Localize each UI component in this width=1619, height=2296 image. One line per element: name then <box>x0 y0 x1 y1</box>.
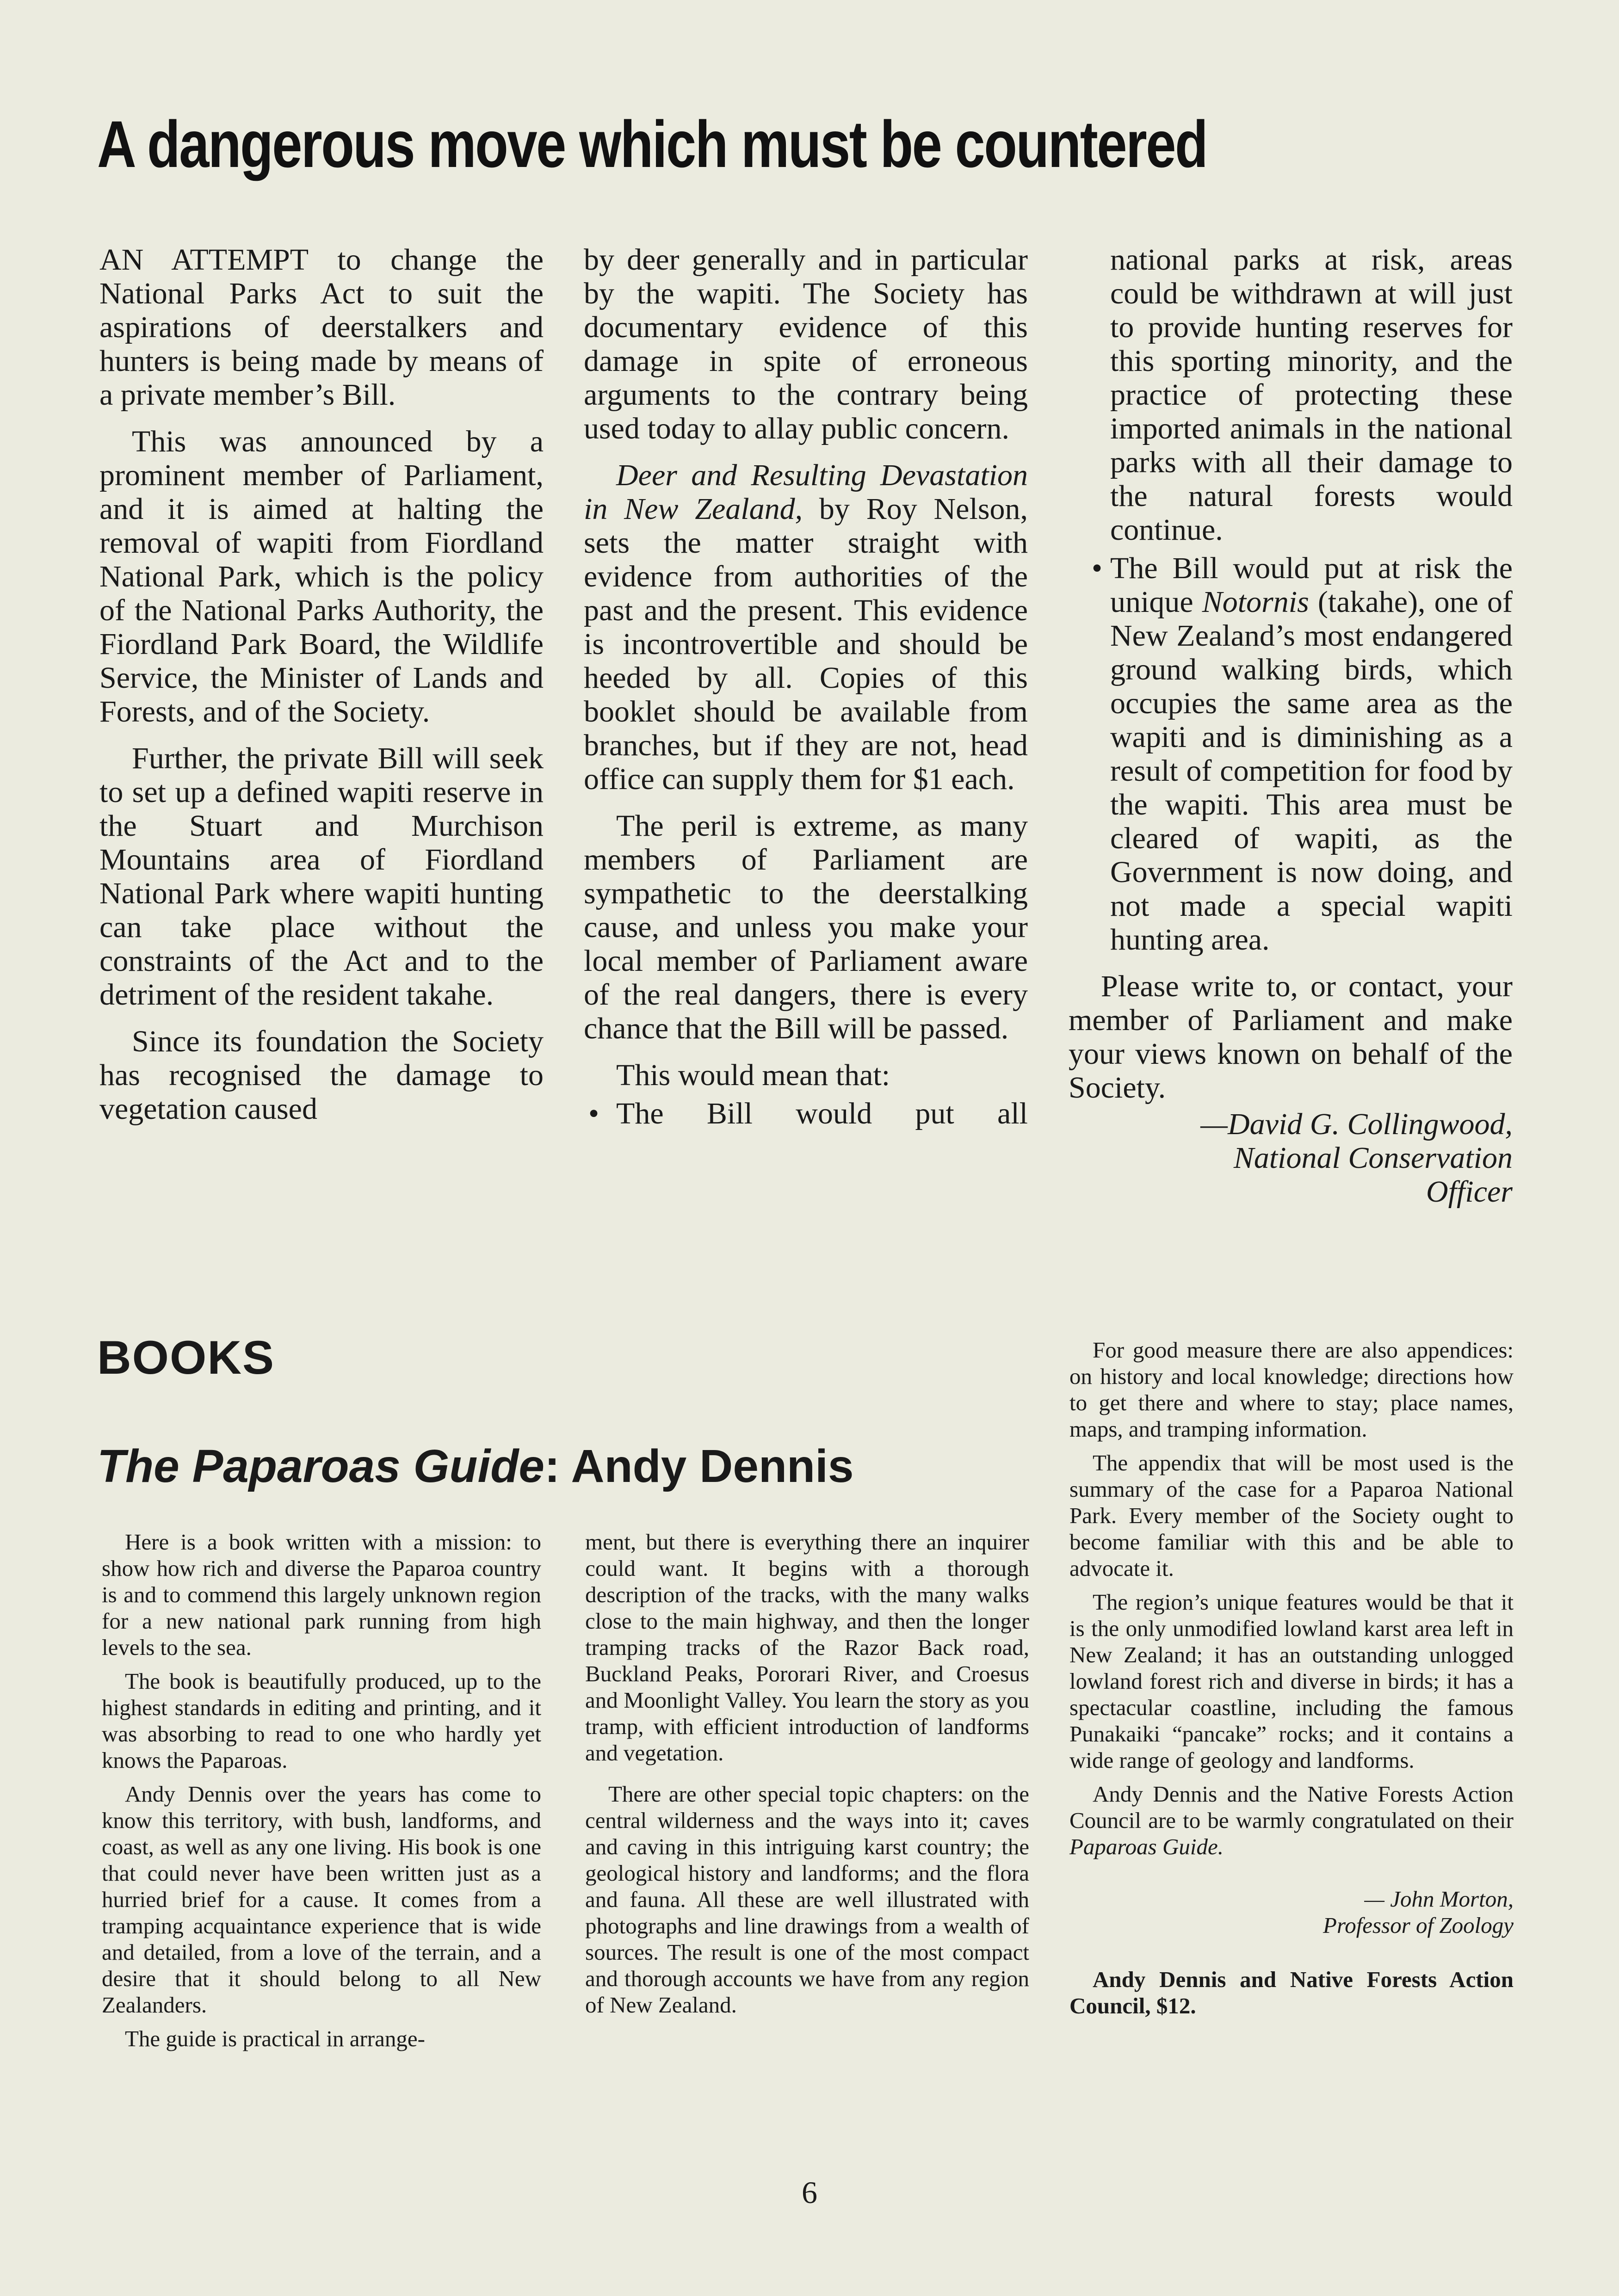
review-paragraph: For good measure there are also appendices: on history and local knowledge; directions how to get there and where to stay; place names, maps, and tramping information. <box>1069 1337 1514 1442</box>
review-column-3 <box>1069 1337 1514 2026</box>
article-column-3 <box>1069 243 1513 1209</box>
bullet-text: The Bill would put at risk the unique <box>1110 551 1513 619</box>
publisher-info: Andy Dennis and Native Forests Action Council, $12. <box>1069 1967 1514 2018</box>
review-paragraph <box>1069 1781 1514 1860</box>
article-paragraph: national parks at risk, areas could be withdrawn at will just to provide hunting reserves for this sporting minority, and the practice of protecting these imported animals in the national parks with all their damage to the natural forests would continue. <box>1110 243 1513 547</box>
review-paragraph: The guide is practical in arrange- <box>125 2026 425 2051</box>
review-paragraph: The region’s unique features would be that it is the only unmodified lowland karst area left in New Zealand; it has an outstanding unlogged lowland forest rich and diverse in birds; it has a spectacular coastline, including the famous Punakaiki “pancake” rocks; and it contains a wide range of geology and landforms. <box>1069 1589 1514 1773</box>
review-paragraph: There are other special topic chapters: on the central wilderness and the ways into it; caves and caving in this intriguing karst country; the geological history and landforms; and the flora and fauna. All these are well illustrated with photographs and line drawings from a wealth of sources. The result is one of the most compact and thorough accounts we have from any region of New Zealand. <box>585 1781 1029 2018</box>
author-signature-title-cont: Officer <box>1426 1175 1513 1209</box>
book-title: The Paparoas Guide <box>97 1440 544 1492</box>
article-paragraph: AN ATTEMPT to change the National Parks Act to suit the aspirations of deerstalkers and hunters is being made by means of a private member’s Bill. <box>99 243 544 412</box>
booklet-title: Deer and Resulting Devastation in New Zealand, <box>584 458 1028 526</box>
bullet-text: (takahe), one of New Zealand’s most endangered ground walking birds, which occupies the same area as the wapiti and is diminishing as a result of competition for food by the wapiti. This area must be cleared of wapiti, as the Government is now doing, and not made a special wapiti hunting area. <box>1110 585 1513 957</box>
review-paragraph: The appendix that will be most used is the summary of the case for a Paparoa National Park. Every member of the Society ought to become familiar with this and be able to advocate it. <box>1069 1450 1514 1581</box>
article-paragraph: This would mean that: <box>616 1058 890 1092</box>
bullet-item <box>1069 551 1513 957</box>
author-signature-title: National Conservation <box>1233 1141 1513 1175</box>
review-column-2 <box>585 1529 1029 2025</box>
article-title: A dangerous move which must be countered <box>97 108 1207 181</box>
review-column-1 <box>102 1529 541 2059</box>
review-paragraph: ment, but there is everything there an inquirer could want. It begins with a thorough description of the tracks, with the many walks close to the main highway, and then the longer tramping tracks of the Razor Back road, Buckland Peaks, Pororari River, and Croesus and Moonlight Valley. You learn the story as you tramp, with efficient introduction of landforms and vegetation. <box>585 1529 1029 1765</box>
review-paragraph: The book is beautifully produced, up to the highest standards in editing and printing, and it was absorbing to read to one who hardly yet knows the Paparoas. <box>102 1668 541 1773</box>
bullet-item <box>584 1097 1028 1130</box>
article-paragraph: by deer generally and in particular by the wapiti. The Society has documentary evidence of this damage in spite of erroneous arguments to the contrary being used today to allay public concern. <box>584 243 1028 445</box>
bullet-marker: • <box>588 1097 599 1130</box>
books-section-heading: BOOKS <box>97 1331 275 1384</box>
article-paragraph: This was announced by a prominent member of Parliament, and it is aimed at halting the removal of wapiti from Fiordland National Park, which is the policy of the National Parks Authority, the Fiordland Park Board, the Wildlife Service, the Minister of Lands and Forests, and of the Society. <box>99 425 544 728</box>
author-signature-name: —David G. Collingwood, <box>1200 1107 1513 1141</box>
reviewer-name: — John Morton, <box>1364 1886 1514 1912</box>
book-review-title <box>97 1438 854 1494</box>
article-paragraph: Since its foundation the Society has recognised the damage to vegetation caused <box>99 1025 544 1126</box>
article-paragraph: The peril is extreme, as many members of Parliament are sympathetic to the deerstalking cause, and unless you make your local member of Parliament aware of the real dangers, there is every chance that the Bill will be passed. <box>584 809 1028 1045</box>
article-column-2 <box>584 243 1028 1143</box>
book-title-reference: Paparoas Guide. <box>1069 1834 1224 1859</box>
bullet-text: The Bill would put all <box>616 1097 1028 1130</box>
article-text: by Roy Nelson, sets the matter straight with evidence from authorities of the past and the present. This evidence is incontrovertible and should be heeded by all. Copies of this booklet should be available from branches, but if they are not, head office can supply them for $1 each. <box>584 492 1028 796</box>
species-name: Notornis <box>1202 585 1309 619</box>
article-column-1 <box>99 243 544 1139</box>
reviewer-title: Professor of Zoology <box>1323 1913 1514 1938</box>
review-text: Andy Dennis and the Native Forests Action Council are to be warmly congratulated on their <box>1069 1781 1514 1833</box>
bullet-marker: • <box>1092 551 1103 585</box>
review-paragraph: Andy Dennis over the years has come to know this territory, with bush, landforms, and coast, as well as any one living. His book is one that could never have been written just as a hurried brief for a cause. It comes from a tramping acquaintance experience that is wide and detailed, from a love of the terrain, and a desire that it should belong to all New Zealanders. <box>102 1781 541 2018</box>
book-author: : Andy Dennis <box>544 1440 854 1492</box>
review-paragraph: Here is a book written with a mission: to show how rich and diverse the Paparoa country is and to commend this largely unknown region for a new national park running from high levels to the sea. <box>102 1529 541 1660</box>
article-paragraph: Further, the private Bill will seek to set up a defined wapiti reserve in the Stuart and Murchison Mountains area of Fiordland National Park where wapiti hunting can take place without the constraints of the Act and to the detriment of the resident takahe. <box>99 741 544 1012</box>
page-number: 6 <box>802 2175 817 2210</box>
article-paragraph: Please write to, or contact, your member of Parliament and make your views known on behalf of the Society. <box>1069 969 1513 1105</box>
article-paragraph <box>584 458 1028 796</box>
